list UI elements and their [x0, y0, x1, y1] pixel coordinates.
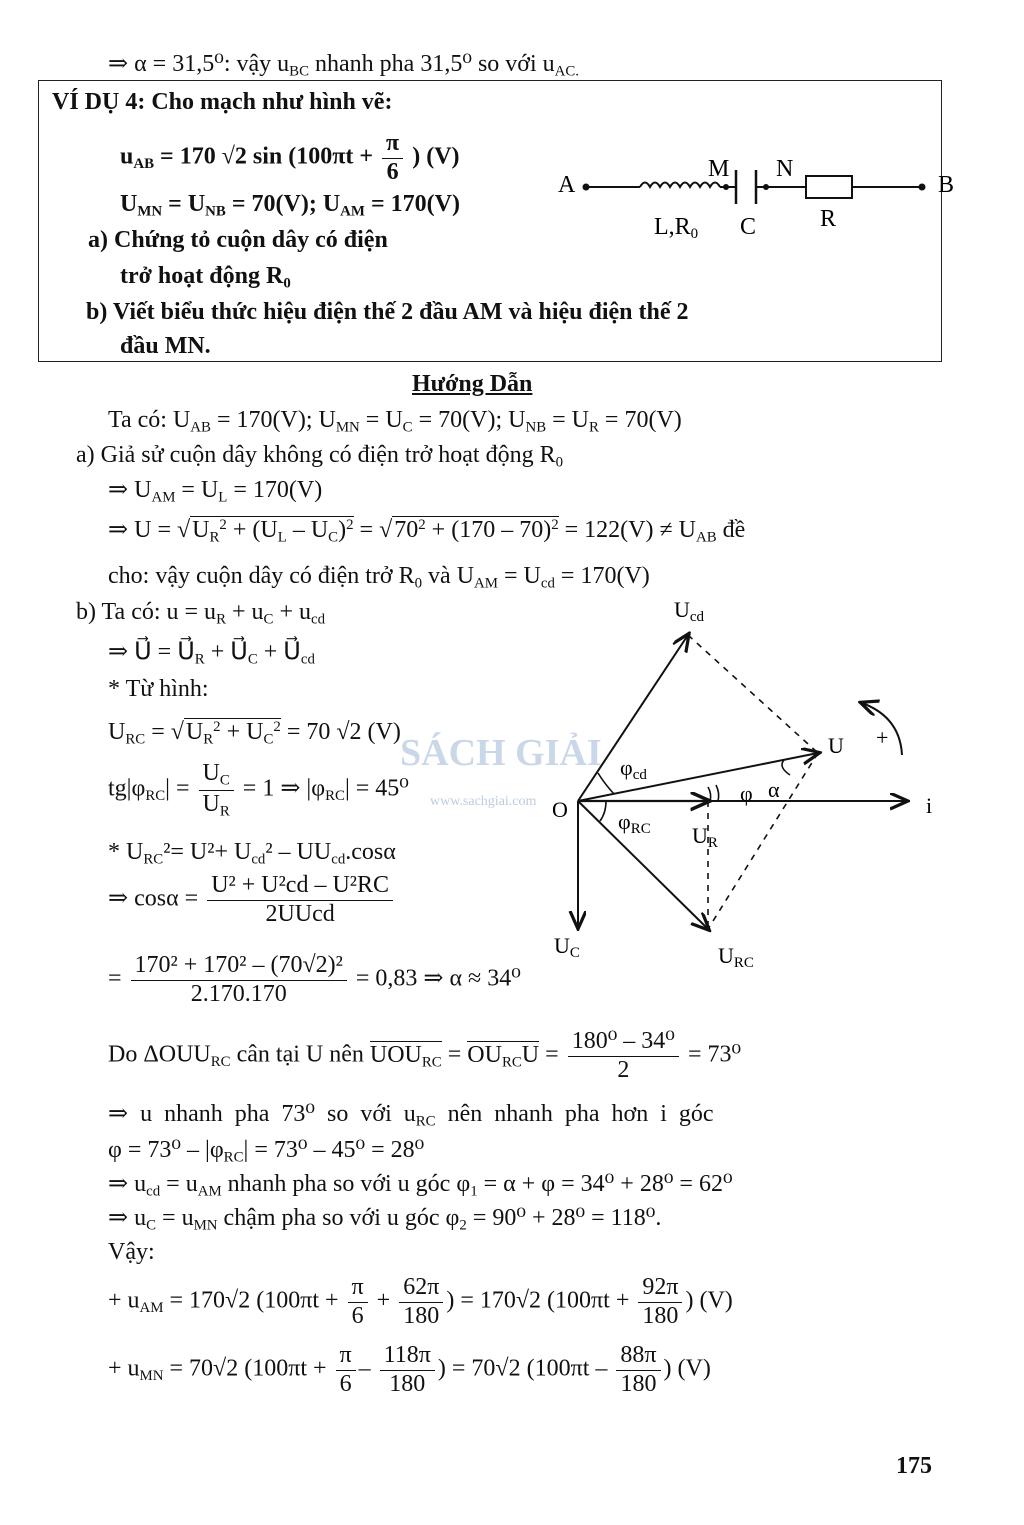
circuit-label-m: M — [708, 156, 730, 182]
question-b-line2: đầu MN. — [120, 333, 211, 359]
text-line: $U_{RC} = √U_R^2 + U_C^2 = 70$ √2 (V) — [108, 718, 401, 748]
page-number: 175 — [896, 1453, 932, 1479]
text-line: ⇒ $u_{cd} = u_{AM}$ nhanh pha so với u góc $\varphi_1 = \alpha + \varphi = 34^0 + 28^0 = 62^0$ — [108, 1171, 733, 1200]
circuit-label-c: C — [740, 214, 757, 240]
text-line: b) Ta có: $u = u_R + u_C + u_{cd}$ — [76, 599, 326, 628]
label-phicd: φcd — [620, 755, 647, 783]
label-ur: UR — [692, 823, 718, 851]
text-line: ⇒ u nhanh pha 73⁰ so với $u_{RC}$ nên nhanh pha hơn i góc — [108, 1101, 714, 1130]
circuit-label-b: B — [938, 172, 955, 198]
text-line: Vậy: — [108, 1239, 155, 1265]
label-i: i — [926, 793, 933, 818]
question-a-line2: trở hoạt động $R_0$ — [120, 263, 291, 292]
label-urc: URC — [718, 943, 754, 971]
node-n — [763, 184, 769, 190]
text-line: Ta có: $U_{AB} = 170(V)$; $U_{MN} = U_C = 70(V)$; $U_{NB} = U_R = 70(V)$ — [108, 407, 682, 436]
text-line: * Từ hình: — [108, 676, 209, 702]
circuit-label-l: L,R0 — [654, 214, 699, 242]
text-line: = $\frac{\text{170² + 170² – (70√2)²}}{2.170.170}$ = 0,83 ⇒ α ≈ 34⁰ — [108, 952, 521, 1007]
dashed-line — [688, 635, 818, 753]
question-b: b) Viết biểu thức hiệu điện thế 2 đầu AM và hiệu điện thế 2 — [86, 299, 689, 325]
arc-phi — [716, 785, 719, 801]
text-line: ⇒ $U = √U_R^2 + (U_L - U_C)^2 = √70^2 + (170 - 70)^2 = 122(V) \ne U_{AB}$ đề — [108, 516, 746, 546]
example-eq2: $U_{MN} = U_{NB} = 70(V)$; $U_{AM} = 170(V)$ — [120, 191, 460, 220]
text-line: ⇒ U⃗ = $U⃗_R$ + $U⃗_C$ + $U⃗_{cd}$ — [108, 639, 315, 668]
arc-phirc — [600, 801, 606, 821]
question-a: a) Chứng tỏ cuộn dây có điện — [88, 227, 388, 253]
label-phi: φ — [740, 781, 753, 806]
label-plus: + — [876, 725, 889, 750]
guide-title: Hướng Dẫn — [412, 371, 533, 397]
label-ucd: Ucd — [674, 597, 705, 625]
text-line: $\varphi = 73^0 - |\varphi_{RC}| = 73^0 - 45^0 = 28^0$ — [108, 1137, 425, 1166]
text-line: Do $\Delta OUU_{RC}$ cân tại U nên $UOU_{RC} = OU_{RC}U$ = $\frac{\text{180⁰ – 34⁰}}{2}$ = 73⁰ — [108, 1028, 742, 1083]
text-line: $tg|\varphi_{RC}|$ = $\frac{U_C}{U_R}$ = 1 ⇒ $|\varphi_{RC}| = 45^0$ — [108, 760, 409, 819]
dashed-line — [708, 753, 818, 929]
phasor-diagram — [400, 595, 950, 985]
circuit-label-a: A — [558, 172, 576, 198]
top-line: ⇒ α = 31,5⁰: vậy $u_{BC}$ nhanh pha 31,5⁰ so với $u_{AC.}$ — [108, 51, 580, 80]
circuit-label-n: N — [776, 156, 794, 182]
text-line: a) Giả sử cuộn dây không có điện trở hoạt động $R_0$ — [76, 442, 564, 471]
example-title: VÍ DỤ 4: Cho mạch như hình vẽ: — [52, 89, 393, 115]
text-line: ⇒ $u_C = u_{MN}$ chậm pha so với u góc $\varphi_2 = 90^0 + 28^0 = 118^0$. — [108, 1205, 662, 1234]
text-line: + $u_{MN} = 70√2$ (100πt + $\frac{\pi}{6}$ – $\frac{118\pi}{180}$ ) = 70√2 (100πt – $\frac{88\pi}{180}$ ) (V) — [108, 1342, 711, 1397]
watermark: SÁCH GIẢI — [400, 732, 602, 774]
label-u: U — [828, 733, 844, 758]
circuit-diagram — [550, 150, 970, 250]
arc-phi — [708, 787, 711, 801]
resistor — [806, 176, 852, 198]
label-uc: UC — [554, 933, 580, 961]
example-eq1: $u_{AB} = 170$ √2 sin (100πt + $\frac{\pi}{6}$ ) (V) — [120, 130, 460, 185]
label-alpha: α — [768, 777, 780, 802]
circuit-label-r: R — [820, 206, 837, 232]
arc-phicd — [598, 773, 614, 794]
text-line: cho: vậy cuộn dây có điện trở $R_0$ và $U_{AM} = U_{cd} = 170(V)$ — [108, 563, 650, 592]
text-line: + $u_{AM} = 170√2$ (100πt + $\frac{\pi}{6}$ + $\frac{62\pi}{180}$ ) = 170√2 (100πt + $\frac{92\pi}{180}$ ) (V) — [108, 1274, 733, 1329]
text-line: ⇒ $U_{AM} = U_L = 170(V)$ — [108, 477, 323, 506]
text-line: * $U_{RC}^2= U^2+ U_{cd}^2 - UU_{cd}.\cos\alpha$ — [108, 839, 396, 868]
label-o: O — [552, 797, 568, 822]
label-phirc: φRC — [618, 809, 651, 837]
inductor-coil — [640, 183, 720, 188]
text-line: ⇒ cosα = $\frac{\text{U² + U²cd – U²RC}}{\text{2UUcd}}$ — [108, 872, 396, 928]
arc-alpha — [782, 760, 790, 775]
terminal-b — [919, 184, 926, 191]
node-m — [723, 184, 729, 190]
watermark-url: www.sachgiai.com — [430, 794, 537, 809]
